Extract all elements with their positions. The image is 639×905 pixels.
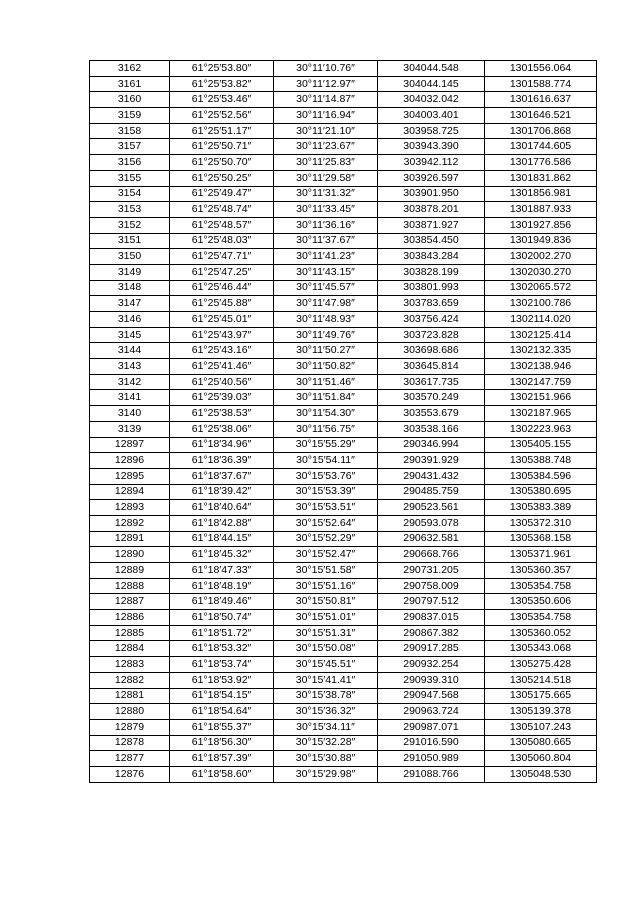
latitude-cell: 61°25′40.56″ bbox=[170, 374, 274, 390]
table-row bbox=[90, 672, 597, 688]
latitude-cell: 61°25′47.25″ bbox=[170, 264, 274, 280]
point-number-cell: 3160 bbox=[90, 92, 170, 108]
y-coordinate-cell: 1305080.665 bbox=[485, 735, 597, 751]
longitude-cell: 30°15′51.31″ bbox=[274, 625, 378, 641]
latitude-cell: 61°25′39.03″ bbox=[170, 390, 274, 406]
latitude-cell: 61°25′53.82″ bbox=[170, 76, 274, 92]
x-coordinate-cell: 290523.561 bbox=[378, 500, 485, 516]
point-number-cell: 12897 bbox=[90, 437, 170, 453]
table-row bbox=[90, 704, 597, 720]
latitude-cell: 61°25′49.47″ bbox=[170, 186, 274, 202]
y-coordinate-cell: 1301588.774 bbox=[485, 76, 597, 92]
x-coordinate-cell: 303756.424 bbox=[378, 312, 485, 328]
x-coordinate-cell: 303901.950 bbox=[378, 186, 485, 202]
latitude-cell: 61°18′57.39″ bbox=[170, 751, 274, 767]
x-coordinate-cell: 303854.450 bbox=[378, 233, 485, 249]
point-number-cell: 3144 bbox=[90, 343, 170, 359]
x-coordinate-cell: 290867.382 bbox=[378, 625, 485, 641]
longitude-cell: 30°11′12.97″ bbox=[274, 76, 378, 92]
longitude-cell: 30°11′10.76″ bbox=[274, 61, 378, 77]
latitude-cell: 61°18′39.42″ bbox=[170, 484, 274, 500]
y-coordinate-cell: 1302187.965 bbox=[485, 406, 597, 422]
longitude-cell: 30°11′21.10″ bbox=[274, 123, 378, 139]
point-number-cell: 3151 bbox=[90, 233, 170, 249]
table-row bbox=[90, 327, 597, 343]
x-coordinate-cell: 303828.199 bbox=[378, 264, 485, 280]
longitude-cell: 30°11′50.27″ bbox=[274, 343, 378, 359]
table-row bbox=[90, 735, 597, 751]
x-coordinate-cell: 304032.042 bbox=[378, 92, 485, 108]
latitude-cell: 61°25′38.53″ bbox=[170, 406, 274, 422]
table-row bbox=[90, 421, 597, 437]
table-row bbox=[90, 390, 597, 406]
table-row bbox=[90, 170, 597, 186]
latitude-cell: 61°18′49.46″ bbox=[170, 594, 274, 610]
table-row bbox=[90, 202, 597, 218]
table-row bbox=[90, 468, 597, 484]
x-coordinate-cell: 303958.725 bbox=[378, 123, 485, 139]
point-number-cell: 3145 bbox=[90, 327, 170, 343]
latitude-cell: 61°18′53.74″ bbox=[170, 657, 274, 673]
y-coordinate-cell: 1305354.758 bbox=[485, 610, 597, 626]
longitude-cell: 30°15′29.98″ bbox=[274, 766, 378, 782]
table-row bbox=[90, 751, 597, 767]
point-number-cell: 3142 bbox=[90, 374, 170, 390]
longitude-cell: 30°15′50.08″ bbox=[274, 641, 378, 657]
latitude-cell: 61°25′43.97″ bbox=[170, 327, 274, 343]
latitude-cell: 61°25′45.88″ bbox=[170, 296, 274, 312]
y-coordinate-cell: 1305405.155 bbox=[485, 437, 597, 453]
longitude-cell: 30°11′25.83″ bbox=[274, 155, 378, 171]
y-coordinate-cell: 1301556.064 bbox=[485, 61, 597, 77]
point-number-cell: 12896 bbox=[90, 453, 170, 469]
table-row bbox=[90, 563, 597, 579]
x-coordinate-cell: 290947.568 bbox=[378, 688, 485, 704]
y-coordinate-cell: 1305048.530 bbox=[485, 766, 597, 782]
longitude-cell: 30°15′53.76″ bbox=[274, 468, 378, 484]
x-coordinate-cell: 290346.994 bbox=[378, 437, 485, 453]
longitude-cell: 30°11′36.16″ bbox=[274, 217, 378, 233]
x-coordinate-cell: 303645.814 bbox=[378, 359, 485, 375]
point-number-cell: 3148 bbox=[90, 280, 170, 296]
table-row bbox=[90, 359, 597, 375]
y-coordinate-cell: 1305384.596 bbox=[485, 468, 597, 484]
longitude-cell: 30°11′49.76″ bbox=[274, 327, 378, 343]
longitude-cell: 30°15′34.11″ bbox=[274, 719, 378, 735]
latitude-cell: 61°25′52.56″ bbox=[170, 108, 274, 124]
longitude-cell: 30°11′37.67″ bbox=[274, 233, 378, 249]
point-number-cell: 3146 bbox=[90, 312, 170, 328]
point-number-cell: 12878 bbox=[90, 735, 170, 751]
x-coordinate-cell: 303843.284 bbox=[378, 249, 485, 265]
longitude-cell: 30°11′51.84″ bbox=[274, 390, 378, 406]
point-number-cell: 12891 bbox=[90, 531, 170, 547]
y-coordinate-cell: 1305368.158 bbox=[485, 531, 597, 547]
x-coordinate-cell: 303942.112 bbox=[378, 155, 485, 171]
table-row bbox=[90, 217, 597, 233]
y-coordinate-cell: 1301831.862 bbox=[485, 170, 597, 186]
latitude-cell: 61°25′41.46″ bbox=[170, 359, 274, 375]
point-number-cell: 12895 bbox=[90, 468, 170, 484]
point-number-cell: 12886 bbox=[90, 610, 170, 626]
x-coordinate-cell: 303617.735 bbox=[378, 374, 485, 390]
x-coordinate-cell: 303783.659 bbox=[378, 296, 485, 312]
latitude-cell: 61°25′50.70″ bbox=[170, 155, 274, 171]
y-coordinate-cell: 1301616.637 bbox=[485, 92, 597, 108]
latitude-cell: 61°18′54.15″ bbox=[170, 688, 274, 704]
y-coordinate-cell: 1301776.586 bbox=[485, 155, 597, 171]
latitude-cell: 61°25′48.03″ bbox=[170, 233, 274, 249]
x-coordinate-cell: 290917.285 bbox=[378, 641, 485, 657]
x-coordinate-cell: 303871.927 bbox=[378, 217, 485, 233]
table-row bbox=[90, 264, 597, 280]
y-coordinate-cell: 1305350.606 bbox=[485, 594, 597, 610]
x-coordinate-cell: 290485.759 bbox=[378, 484, 485, 500]
latitude-cell: 61°18′44.15″ bbox=[170, 531, 274, 547]
table-row bbox=[90, 280, 597, 296]
y-coordinate-cell: 1302100.786 bbox=[485, 296, 597, 312]
y-coordinate-cell: 1305343.068 bbox=[485, 641, 597, 657]
point-number-cell: 12876 bbox=[90, 766, 170, 782]
point-number-cell: 12892 bbox=[90, 515, 170, 531]
longitude-cell: 30°11′56.75″ bbox=[274, 421, 378, 437]
longitude-cell: 30°15′32.28″ bbox=[274, 735, 378, 751]
y-coordinate-cell: 1302223.963 bbox=[485, 421, 597, 437]
latitude-cell: 61°18′48.19″ bbox=[170, 578, 274, 594]
latitude-cell: 61°25′46.44″ bbox=[170, 280, 274, 296]
longitude-cell: 30°15′51.01″ bbox=[274, 610, 378, 626]
longitude-cell: 30°15′38.78″ bbox=[274, 688, 378, 704]
y-coordinate-cell: 1305214.518 bbox=[485, 672, 597, 688]
x-coordinate-cell: 291016.590 bbox=[378, 735, 485, 751]
x-coordinate-cell: 291050.989 bbox=[378, 751, 485, 767]
latitude-cell: 61°18′53.92″ bbox=[170, 672, 274, 688]
y-coordinate-cell: 1302114.020 bbox=[485, 312, 597, 328]
table-row bbox=[90, 76, 597, 92]
latitude-cell: 61°18′53.32″ bbox=[170, 641, 274, 657]
point-number-cell: 3153 bbox=[90, 202, 170, 218]
table-row bbox=[90, 123, 597, 139]
latitude-cell: 61°25′43.16″ bbox=[170, 343, 274, 359]
y-coordinate-cell: 1301706.868 bbox=[485, 123, 597, 139]
point-number-cell: 3139 bbox=[90, 421, 170, 437]
point-number-cell: 12890 bbox=[90, 547, 170, 563]
point-number-cell: 12881 bbox=[90, 688, 170, 704]
latitude-cell: 61°25′48.57″ bbox=[170, 217, 274, 233]
y-coordinate-cell: 1305354.758 bbox=[485, 578, 597, 594]
latitude-cell: 61°18′47.33″ bbox=[170, 563, 274, 579]
point-number-cell: 3159 bbox=[90, 108, 170, 124]
y-coordinate-cell: 1301646.521 bbox=[485, 108, 597, 124]
table-row bbox=[90, 374, 597, 390]
longitude-cell: 30°15′55.29″ bbox=[274, 437, 378, 453]
coordinates-table-body bbox=[90, 61, 597, 783]
table-row bbox=[90, 437, 597, 453]
x-coordinate-cell: 290758.009 bbox=[378, 578, 485, 594]
point-number-cell: 3141 bbox=[90, 390, 170, 406]
x-coordinate-cell: 303926.597 bbox=[378, 170, 485, 186]
y-coordinate-cell: 1305107.243 bbox=[485, 719, 597, 735]
y-coordinate-cell: 1301949.836 bbox=[485, 233, 597, 249]
longitude-cell: 30°15′52.29″ bbox=[274, 531, 378, 547]
latitude-cell: 61°25′51.17″ bbox=[170, 123, 274, 139]
point-number-cell: 3156 bbox=[90, 155, 170, 171]
table-row bbox=[90, 249, 597, 265]
y-coordinate-cell: 1305371.961 bbox=[485, 547, 597, 563]
x-coordinate-cell: 304003.401 bbox=[378, 108, 485, 124]
latitude-cell: 61°18′37.67″ bbox=[170, 468, 274, 484]
point-number-cell: 12877 bbox=[90, 751, 170, 767]
y-coordinate-cell: 1302132.335 bbox=[485, 343, 597, 359]
latitude-cell: 61°25′45.01″ bbox=[170, 312, 274, 328]
longitude-cell: 30°11′54.30″ bbox=[274, 406, 378, 422]
y-coordinate-cell: 1305360.052 bbox=[485, 625, 597, 641]
x-coordinate-cell: 303570.249 bbox=[378, 390, 485, 406]
point-number-cell: 3149 bbox=[90, 264, 170, 280]
y-coordinate-cell: 1301927.856 bbox=[485, 217, 597, 233]
point-number-cell: 12882 bbox=[90, 672, 170, 688]
x-coordinate-cell: 303723.828 bbox=[378, 327, 485, 343]
table-row bbox=[90, 688, 597, 704]
x-coordinate-cell: 290668.766 bbox=[378, 547, 485, 563]
latitude-cell: 61°25′53.46″ bbox=[170, 92, 274, 108]
longitude-cell: 30°11′41.23″ bbox=[274, 249, 378, 265]
longitude-cell: 30°15′53.39″ bbox=[274, 484, 378, 500]
y-coordinate-cell: 1301856.981 bbox=[485, 186, 597, 202]
point-number-cell: 12884 bbox=[90, 641, 170, 657]
table-row bbox=[90, 312, 597, 328]
point-number-cell: 3140 bbox=[90, 406, 170, 422]
x-coordinate-cell: 290632.581 bbox=[378, 531, 485, 547]
y-coordinate-cell: 1301744.605 bbox=[485, 139, 597, 155]
longitude-cell: 30°15′36.32″ bbox=[274, 704, 378, 720]
longitude-cell: 30°15′50.81″ bbox=[274, 594, 378, 610]
x-coordinate-cell: 290431.432 bbox=[378, 468, 485, 484]
x-coordinate-cell: 304044.548 bbox=[378, 61, 485, 77]
table-row bbox=[90, 719, 597, 735]
y-coordinate-cell: 1305380.695 bbox=[485, 484, 597, 500]
point-number-cell: 12887 bbox=[90, 594, 170, 610]
longitude-cell: 30°11′23.67″ bbox=[274, 139, 378, 155]
table-row bbox=[90, 531, 597, 547]
x-coordinate-cell: 290932.254 bbox=[378, 657, 485, 673]
table-row bbox=[90, 186, 597, 202]
longitude-cell: 30°11′45.57″ bbox=[274, 280, 378, 296]
table-row bbox=[90, 406, 597, 422]
point-number-cell: 12883 bbox=[90, 657, 170, 673]
y-coordinate-cell: 1301887.933 bbox=[485, 202, 597, 218]
point-number-cell: 3158 bbox=[90, 123, 170, 139]
longitude-cell: 30°11′51.46″ bbox=[274, 374, 378, 390]
latitude-cell: 61°18′36.39″ bbox=[170, 453, 274, 469]
longitude-cell: 30°11′31.32″ bbox=[274, 186, 378, 202]
table-row bbox=[90, 578, 597, 594]
latitude-cell: 61°18′58.60″ bbox=[170, 766, 274, 782]
table-row bbox=[90, 547, 597, 563]
y-coordinate-cell: 1302030.270 bbox=[485, 264, 597, 280]
longitude-cell: 30°15′54.11″ bbox=[274, 453, 378, 469]
point-number-cell: 12894 bbox=[90, 484, 170, 500]
table-row bbox=[90, 296, 597, 312]
y-coordinate-cell: 1302147.759 bbox=[485, 374, 597, 390]
latitude-cell: 61°25′38.06″ bbox=[170, 421, 274, 437]
table-row bbox=[90, 343, 597, 359]
longitude-cell: 30°15′53.51″ bbox=[274, 500, 378, 516]
latitude-cell: 61°25′47.71″ bbox=[170, 249, 274, 265]
table-row bbox=[90, 453, 597, 469]
latitude-cell: 61°18′54.64″ bbox=[170, 704, 274, 720]
y-coordinate-cell: 1302151.966 bbox=[485, 390, 597, 406]
x-coordinate-cell: 290987.071 bbox=[378, 719, 485, 735]
longitude-cell: 30°15′52.47″ bbox=[274, 547, 378, 563]
longitude-cell: 30°11′47.98″ bbox=[274, 296, 378, 312]
x-coordinate-cell: 290939.310 bbox=[378, 672, 485, 688]
latitude-cell: 61°25′53.80″ bbox=[170, 61, 274, 77]
y-coordinate-cell: 1305372.310 bbox=[485, 515, 597, 531]
x-coordinate-cell: 290731.205 bbox=[378, 563, 485, 579]
latitude-cell: 61°25′50.25″ bbox=[170, 170, 274, 186]
longitude-cell: 30°15′41.41″ bbox=[274, 672, 378, 688]
table-row bbox=[90, 625, 597, 641]
y-coordinate-cell: 1302138.946 bbox=[485, 359, 597, 375]
y-coordinate-cell: 1305388.748 bbox=[485, 453, 597, 469]
table-row bbox=[90, 484, 597, 500]
table-row bbox=[90, 92, 597, 108]
x-coordinate-cell: 290593.078 bbox=[378, 515, 485, 531]
table-row bbox=[90, 766, 597, 782]
point-number-cell: 12888 bbox=[90, 578, 170, 594]
latitude-cell: 61°18′42.88″ bbox=[170, 515, 274, 531]
point-number-cell: 3147 bbox=[90, 296, 170, 312]
x-coordinate-cell: 290837.015 bbox=[378, 610, 485, 626]
x-coordinate-cell: 303943.390 bbox=[378, 139, 485, 155]
latitude-cell: 61°25′48.74″ bbox=[170, 202, 274, 218]
point-number-cell: 3150 bbox=[90, 249, 170, 265]
y-coordinate-cell: 1305383.389 bbox=[485, 500, 597, 516]
y-coordinate-cell: 1302065.572 bbox=[485, 280, 597, 296]
x-coordinate-cell: 304044.145 bbox=[378, 76, 485, 92]
latitude-cell: 61°18′55.37″ bbox=[170, 719, 274, 735]
point-number-cell: 12879 bbox=[90, 719, 170, 735]
x-coordinate-cell: 290391.929 bbox=[378, 453, 485, 469]
point-number-cell: 12893 bbox=[90, 500, 170, 516]
latitude-cell: 61°18′51.72″ bbox=[170, 625, 274, 641]
longitude-cell: 30°11′29.58″ bbox=[274, 170, 378, 186]
table-row bbox=[90, 139, 597, 155]
x-coordinate-cell: 303801.993 bbox=[378, 280, 485, 296]
y-coordinate-cell: 1305275.428 bbox=[485, 657, 597, 673]
x-coordinate-cell: 303538.166 bbox=[378, 421, 485, 437]
x-coordinate-cell: 303553.679 bbox=[378, 406, 485, 422]
table-row bbox=[90, 500, 597, 516]
table-row bbox=[90, 233, 597, 249]
latitude-cell: 61°18′45.32″ bbox=[170, 547, 274, 563]
y-coordinate-cell: 1305175.665 bbox=[485, 688, 597, 704]
longitude-cell: 30°15′52.64″ bbox=[274, 515, 378, 531]
longitude-cell: 30°11′48.93″ bbox=[274, 312, 378, 328]
x-coordinate-cell: 290797.512 bbox=[378, 594, 485, 610]
point-number-cell: 3157 bbox=[90, 139, 170, 155]
table-row bbox=[90, 657, 597, 673]
y-coordinate-cell: 1302002.270 bbox=[485, 249, 597, 265]
point-number-cell: 3152 bbox=[90, 217, 170, 233]
longitude-cell: 30°15′51.58″ bbox=[274, 563, 378, 579]
table-row bbox=[90, 641, 597, 657]
x-coordinate-cell: 303878.201 bbox=[378, 202, 485, 218]
table-row bbox=[90, 515, 597, 531]
latitude-cell: 61°18′34.96″ bbox=[170, 437, 274, 453]
point-number-cell: 3155 bbox=[90, 170, 170, 186]
point-number-cell: 12880 bbox=[90, 704, 170, 720]
x-coordinate-cell: 291088.766 bbox=[378, 766, 485, 782]
latitude-cell: 61°18′40.64″ bbox=[170, 500, 274, 516]
longitude-cell: 30°11′16.94″ bbox=[274, 108, 378, 124]
point-number-cell: 3154 bbox=[90, 186, 170, 202]
table-row bbox=[90, 108, 597, 124]
longitude-cell: 30°15′30.88″ bbox=[274, 751, 378, 767]
x-coordinate-cell: 303698.686 bbox=[378, 343, 485, 359]
y-coordinate-cell: 1302125.414 bbox=[485, 327, 597, 343]
coordinates-table bbox=[89, 60, 597, 783]
point-number-cell: 3162 bbox=[90, 61, 170, 77]
longitude-cell: 30°11′14.87″ bbox=[274, 92, 378, 108]
y-coordinate-cell: 1305139.378 bbox=[485, 704, 597, 720]
y-coordinate-cell: 1305360.357 bbox=[485, 563, 597, 579]
latitude-cell: 61°18′50.74″ bbox=[170, 610, 274, 626]
point-number-cell: 12885 bbox=[90, 625, 170, 641]
longitude-cell: 30°11′33.45″ bbox=[274, 202, 378, 218]
x-coordinate-cell: 290963.724 bbox=[378, 704, 485, 720]
point-number-cell: 12889 bbox=[90, 563, 170, 579]
point-number-cell: 3161 bbox=[90, 76, 170, 92]
table-row bbox=[90, 594, 597, 610]
longitude-cell: 30°15′51.16″ bbox=[274, 578, 378, 594]
latitude-cell: 61°18′56.30″ bbox=[170, 735, 274, 751]
point-number-cell: 3143 bbox=[90, 359, 170, 375]
table-row bbox=[90, 610, 597, 626]
table-row bbox=[90, 155, 597, 171]
latitude-cell: 61°25′50.71″ bbox=[170, 139, 274, 155]
longitude-cell: 30°15′45.51″ bbox=[274, 657, 378, 673]
longitude-cell: 30°11′50.82″ bbox=[274, 359, 378, 375]
table-row bbox=[90, 61, 597, 77]
y-coordinate-cell: 1305060.804 bbox=[485, 751, 597, 767]
longitude-cell: 30°11′43.15″ bbox=[274, 264, 378, 280]
